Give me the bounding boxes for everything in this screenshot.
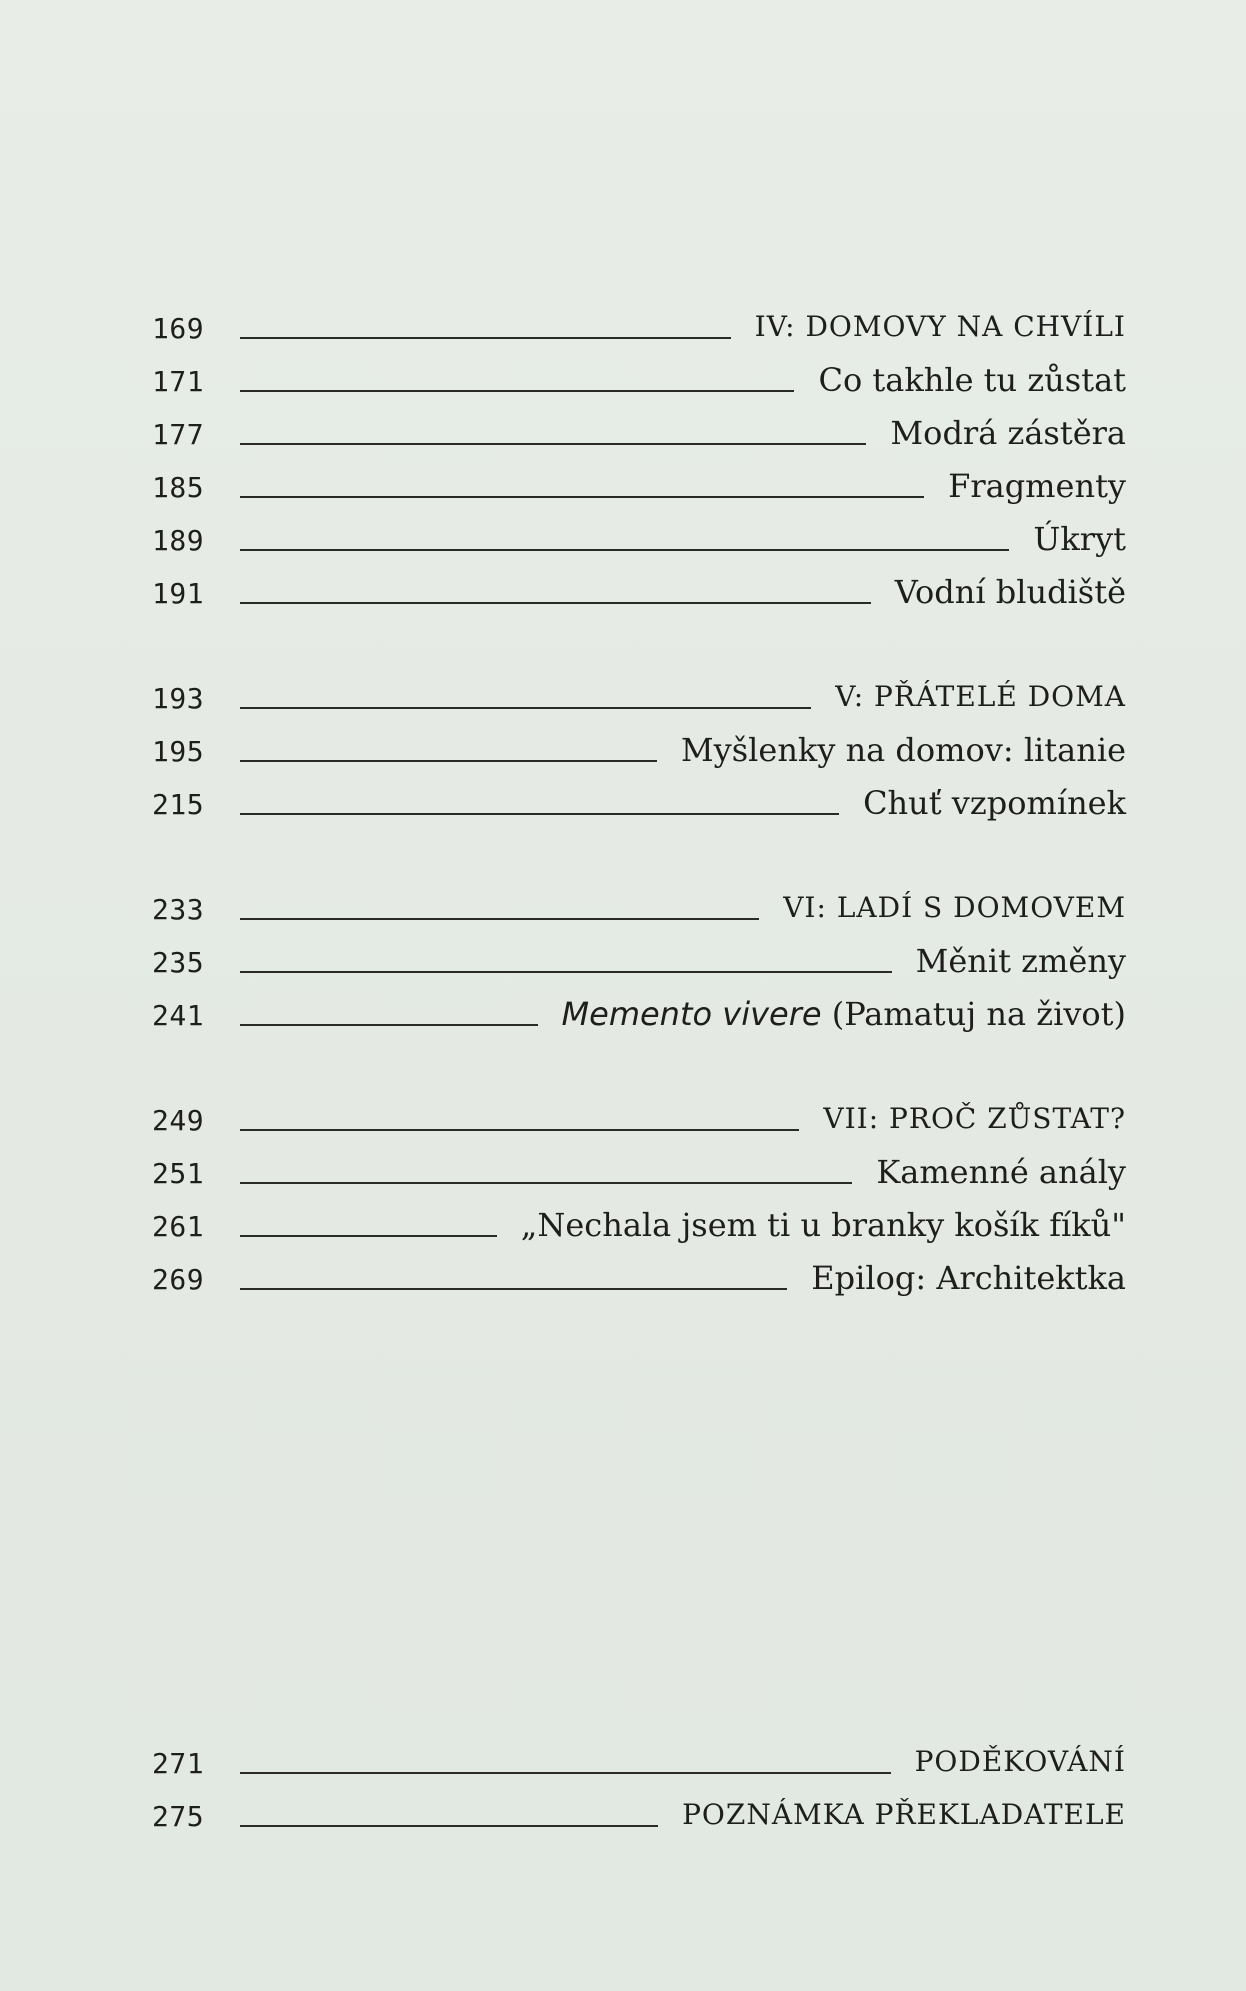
leader-line (240, 1129, 799, 1131)
leader-line (240, 1825, 658, 1827)
toc-entry (152, 1741, 1126, 1781)
leader-line (240, 918, 759, 920)
page-number: 171 (152, 365, 205, 398)
page-number: 261 (152, 1210, 205, 1243)
chapter-title-italic: Memento vivere (561, 995, 822, 1033)
page-number: 177 (152, 418, 205, 451)
toc-entry (152, 1794, 1126, 1834)
leader-line (240, 549, 1009, 551)
toc-entry (152, 412, 1126, 452)
part-title: IV: DOMOVY NA CHVÍLI (754, 310, 1126, 343)
page-number: 169 (152, 312, 205, 345)
page-number: 251 (152, 1157, 205, 1190)
toc-entry (152, 993, 1126, 1033)
chapter-title: Co takhle tu zůstat (818, 361, 1126, 399)
leader-line (240, 602, 871, 604)
chapter-title: Epilog: Architektka (811, 1259, 1126, 1297)
page-number: 275 (152, 1800, 205, 1833)
leader-line (240, 1182, 852, 1184)
leader-line (240, 1024, 538, 1026)
leader-line (240, 707, 811, 709)
toc-entry (152, 729, 1126, 769)
chapter-title: Kamenné anály (876, 1153, 1126, 1191)
page-number: 271 (152, 1747, 205, 1780)
part-title: V: PŘÁTELÉ DOMA (835, 680, 1126, 713)
toc-entry (152, 359, 1126, 399)
leader-line (240, 390, 794, 392)
toc-entry (152, 782, 1126, 822)
toc-entry (152, 571, 1126, 611)
toc-entry (152, 676, 1126, 716)
toc-entry (152, 940, 1126, 980)
part-title: VII: PROČ ZŮSTAT? (823, 1102, 1126, 1135)
chapter-title: Modrá zástěra (890, 414, 1126, 452)
toc-entry (152, 1098, 1126, 1138)
chapter-title: Vodní bludiště (894, 573, 1126, 611)
chapter-title-rest: (Pamatuj na život) (821, 995, 1126, 1033)
page-number: 215 (152, 788, 205, 821)
page-number: 195 (152, 735, 205, 768)
leader-line (240, 760, 657, 762)
leader-line (240, 337, 731, 339)
page-number: 249 (152, 1104, 205, 1137)
leader-line (240, 1235, 497, 1237)
chapter-title (562, 995, 1126, 1033)
leader-line (240, 443, 866, 445)
leader-line (240, 496, 924, 498)
leader-line (240, 1772, 891, 1774)
chapter-title: Chuť vzpomínek (863, 784, 1126, 822)
page-number: 233 (152, 893, 205, 926)
backmatter-title: PODĚKOVÁNÍ (914, 1745, 1126, 1778)
page-number: 269 (152, 1263, 205, 1296)
toc-entry (152, 1257, 1126, 1297)
toc-entry (152, 518, 1126, 558)
page-number: 191 (152, 577, 205, 610)
toc-entry (152, 306, 1126, 346)
leader-line (240, 813, 839, 815)
chapter-title: Myšlenky na domov: litanie (680, 731, 1126, 769)
backmatter-title: POZNÁMKA PŘEKLADATELE (682, 1798, 1126, 1831)
page-number: 193 (152, 682, 205, 715)
toc-entry (152, 1151, 1126, 1191)
chapter-title: Měnit změny (915, 942, 1126, 980)
leader-line (240, 1288, 787, 1290)
chapter-title: Úkryt (1033, 520, 1126, 558)
page-number: 241 (152, 999, 205, 1032)
toc-entry (152, 465, 1126, 505)
page-number: 185 (152, 471, 205, 504)
leader-line (240, 971, 892, 973)
part-title: VI: LADÍ S DOMOVEM (783, 891, 1126, 924)
toc-entry (152, 1204, 1126, 1244)
chapter-title: Fragmenty (948, 467, 1126, 505)
page-number: 235 (152, 946, 205, 979)
page-number: 189 (152, 524, 205, 557)
toc-entry (152, 887, 1126, 927)
chapter-title: „Nechala jsem ti u branky košík fíků" (520, 1206, 1126, 1244)
